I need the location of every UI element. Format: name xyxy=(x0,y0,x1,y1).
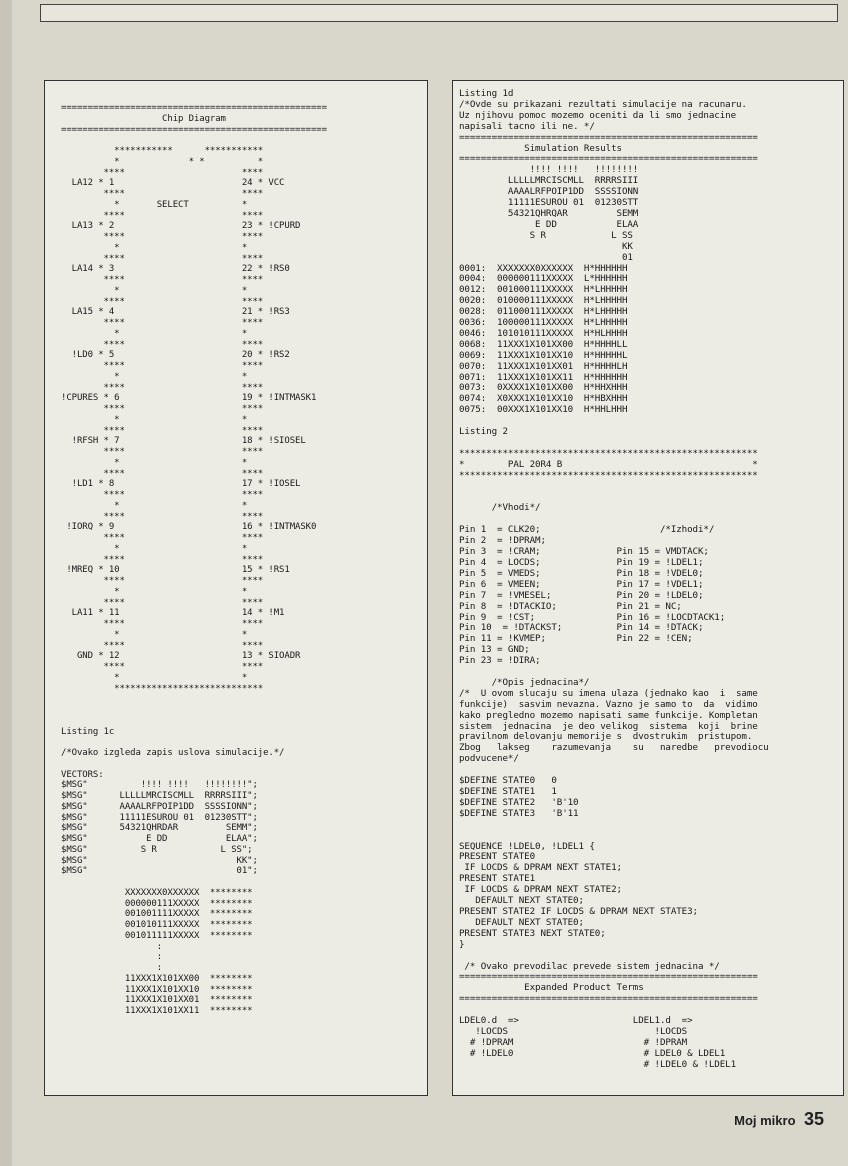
page-edge xyxy=(0,0,12,1166)
right-column-text: Listing 1d /*Ovde su prikazani rezultati simulacije na racunaru. Uz njihovu pomoc mozemo oceniti da li smo jednacine napisali tacno ili ne. */ ======================================================= Simulation Results ======================================================= !!!! !!!! !!!!!!!! LLLLLMRCISCMLL RRRRSIII AAAALRFPOIP1DD SSSSIONN 11111ESUROU 01 01230STT 54321QHRQAR SEMM E DD ELAA S R L SS KK 01 0001: XXXXXXX0XXXXXX H*HHHHHH 0004: 000000111XXXXX L*HHHHHH 0012: 001000111XXXXX H*LHHHHH 0020: 010000111XXXXX H*LHHHHH 0028: 011000111XXXXX H*LHHHHH 0036: 100000111XXXXX H*LHHHHH 0046: 101010111XXXXX H*HLHHHH 0068: 11XXX1X101XX00 H*HHHHLL 0069: 11XXX1X101XX10 H*HHHHHL 0070: 11XXX1X101XX01 H*HHHHLH 0071: 11XXX1X101XX11 H*HHHHHH 0073: 0XXXX1X101XX00 H*HHXHHH 0074: X0XXX1X101XX10 H*HBXHHH 0075: 00XXX1X101XX10 H*HHLHHH Listing 2 ******************************************************* * PAL 20R4 B * ******************************************************* /*Vhodi*/ Pin 1 = CLK20; /*Izhodi*/ Pin 2 = !DPRAM; Pin 3 = !CRAM; Pin 15 = VMDTACK; Pin 4 = LOCDS; Pin 19 = !LDEL1; Pin 5 = VMEDS; Pin 18 = !VDEL0; Pin 6 = VMEEN; Pin 17 = !VDEL1; Pin 7 = !VMESEL; Pin 20 = !LDEL0; Pin 8 = !DTACKIO; Pin 21 = NC; Pin 9 = !CST; Pin 16 = !LOCDTACK1; Pin 10 = !DTACKST; Pin 14 = !DTACK; Pin 11 = !KVMEP; Pin 22 = !CEN; Pin 13 = GND; Pin 23 = !DIRA; /*Opis jednacina*/ /* U ovom slucaju su imena ulaza (jednako kao i same funkcije) sasvim nevazna. Vazno je samo to da vidimo kako pregledno mozemo napisati same funkcije. Kompletan sistem jednacina je deo velikog sistema koji brine pravilnom delovanju memorije s dvostrukim pristupom. Zbog lakseg razumevanja su naredbe prevodiocu podvucene*/ $DEFINE STATE0 0 $DEFINE STATE1 1 $DEFINE STATE2 'B'10 $DEFINE STATE3 'B'11 SEQUENCE !LDEL0, !LDEL1 { PRESENT STATE0 IF LOCDS & DPRAM NEXT STATE1; PRESENT STATE1 IF LOCDS & DPRAM NEXT STATE2; DEFAULT NEXT STATE0; PRESENT STATE2 IF LOCDS & DPRAM NEXT STATE3; DEFAULT NEXT STATE0; PRESENT STATE3 NEXT STATE0; } /* Ovako prevodilac prevede sistem jednacina */ ======================================================= Expanded Product Terms ======================================================= LDEL0.d => LDEL1.d => !LOCDS !LOCDS # !DPRAM # !DPRAM # !LDEL0 # LDEL0 & LDEL1 # !LDEL0 & !LDEL1 xyxy=(459,88,769,1070)
page-number: 35 xyxy=(803,1109,824,1129)
magazine-name: Moj mikro xyxy=(734,1113,796,1128)
left-column-text: ================================================== Chip Diagram ================================================== *********** *********** * * * * **** **** LA12 * 1 24 * VCC **** **** * SELECT * **** **** LA13 * 2 23 * !CPURD **** **** * * **** **** LA14 * 3 22 * !RS0 **** **** * * **** **** LA15 * 4 21 * !RS3 **** **** * * **** **** !LD0 * 5 20 * !RS2 **** **** * * **** **** !CPURES * 6 19 * !INTMASK1 **** **** * * **** **** !RFSH * 7 18 * !SIOSEL **** **** * * **** **** !LD1 * 8 17 * !IOSEL **** **** * * **** **** !IORQ * 9 16 * !INTMASK0 **** **** * * **** **** !MREQ * 10 15 * !RS1 **** **** * * **** **** LA11 * 11 14 * !M1 **** **** * * **** **** GND * 12 13 * SIOADR **** **** * * **************************** Listing 1c /*Ovako izgleda zapis uslova simulacije.*/ VECTORS: $MSG" !!!! !!!! !!!!!!!!"; $MSG" LLLLLMRCISCMLL RRRRSIII"; $MSG" AAAALRFPOIP1DD SSSSIONN"; $MSG" 11111ESUROU 01 01230STT"; $MSG" 54321QHRDAR SEMM"; $MSG" E DD ELAA"; $MSG" S R L SS"; $MSG" KK"; $MSG" 01"; XXXXXXX0XXXXXX ******** 000000111XXXXX ******** 001001111XXXXX ******** 001010111XXXXX ******** 001011111XXXXX ******** : : : 11XXX1X101XX00 ******** 11XXX1X101XX10 ******** 11XXX1X101XX01 ******** 11XXX1X101XX11 ******** xyxy=(61,103,327,1016)
left-panel xyxy=(44,80,428,1096)
page-footer xyxy=(734,1109,824,1130)
right-panel xyxy=(452,80,844,1096)
top-frame xyxy=(40,4,838,22)
